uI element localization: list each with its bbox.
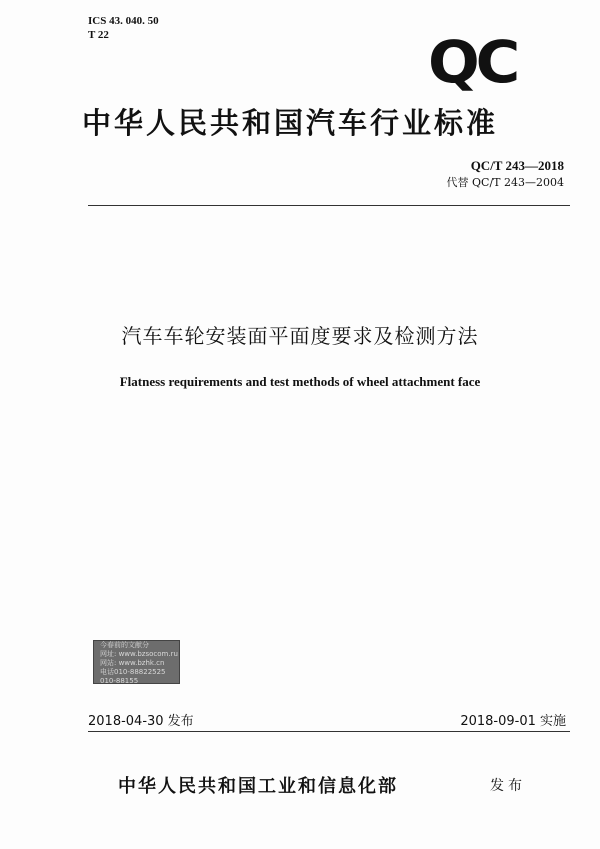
- document-title-en: Flatness requirements and test methods of wheel attachment face: [119, 374, 481, 389]
- issuing-authority: 中华人民共和国工业和信息化部: [118, 776, 398, 797]
- classification-codes: [88, 14, 159, 42]
- stamp-line: 电话010-88822525: [100, 668, 166, 676]
- issue-label: 发布: [490, 778, 526, 794]
- stamp-line: 今春前的文献分: [100, 641, 149, 649]
- standard-type-title: 中华人民共和国汽车行业标准: [82, 106, 499, 140]
- qc-logo: QC: [428, 28, 517, 96]
- publish-date: 2018-04-30 发布: [88, 714, 194, 729]
- standard-number: QC/T 243—2018: [470, 158, 564, 173]
- ics-code: ICS 43. 040. 50: [88, 15, 159, 27]
- stamp-line: 网址: www.bzsocom.ru: [100, 650, 178, 658]
- standard-number-block: [447, 158, 564, 190]
- document-title-cn: 汽车车轮安装面平面度要求及检测方法: [121, 324, 479, 348]
- category-code: T 22: [88, 29, 109, 41]
- replaces-standard: 代替 QC/T 243—2004: [446, 176, 564, 189]
- distributor-stamp: [93, 640, 180, 684]
- top-divider: [88, 205, 570, 206]
- bottom-divider: [88, 731, 570, 732]
- implement-date: 2018-09-01 实施: [460, 714, 566, 729]
- stamp-line: 010-88155: [100, 677, 139, 684]
- stamp-line: 网站: www.bzhk.cn: [100, 659, 165, 667]
